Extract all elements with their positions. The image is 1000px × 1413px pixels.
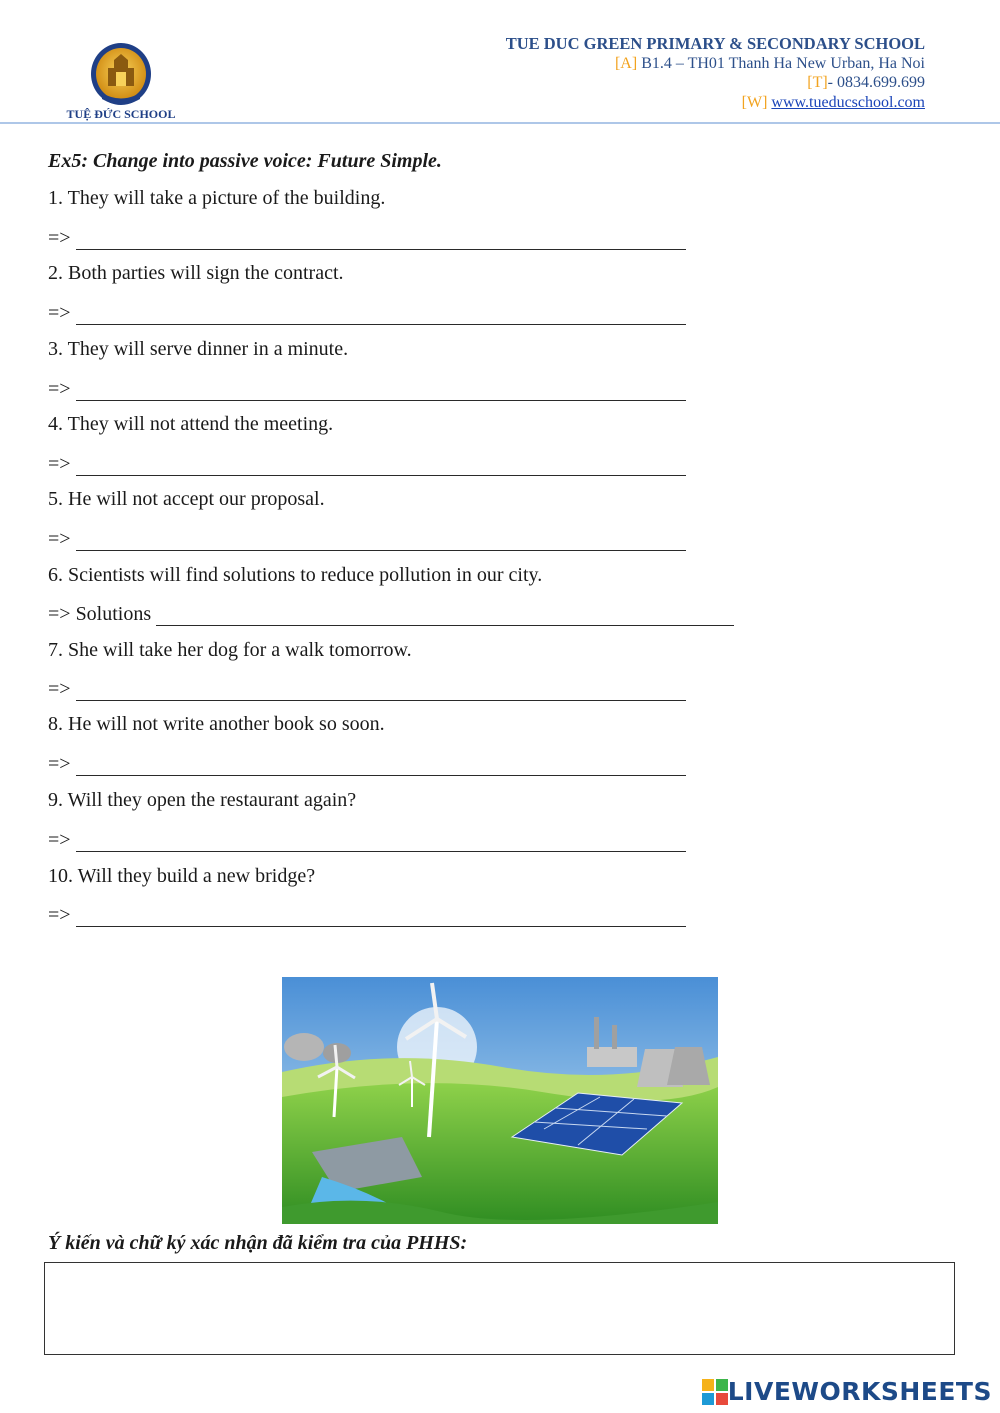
signature-box[interactable] xyxy=(44,1262,955,1355)
phone-line xyxy=(506,73,925,93)
answer-line-7[interactable] xyxy=(48,676,686,701)
arrow: => xyxy=(48,453,71,475)
web-tag: [W] xyxy=(741,93,768,111)
signature-label: Ý kiến và chữ ký xác nhận đã kiểm tra của PHHS: xyxy=(48,1232,468,1254)
question-5: 5. He will not accept our proposal. xyxy=(48,488,325,510)
arrow: => xyxy=(48,378,71,400)
school-name: TUE DUC GREEN PRIMARY & SECONDARY SCHOOL xyxy=(505,34,925,53)
address-line xyxy=(506,54,925,74)
question-2: 2. Both parties will sign the contract. xyxy=(48,262,344,284)
liveworksheets-brand: LIVEWORKSHEETS xyxy=(727,1377,992,1406)
question-8: 8. He will not write another book so soon. xyxy=(48,713,385,735)
arrow: => xyxy=(48,302,71,324)
answer-blank[interactable] xyxy=(76,827,686,852)
school-logo xyxy=(58,38,184,124)
answer-line-8[interactable] xyxy=(48,751,686,776)
exercise-title: Ex5: Change into passive voice: Future Simple. xyxy=(48,150,442,172)
answer-line-1[interactable] xyxy=(48,225,686,250)
answer-line-6[interactable] xyxy=(48,601,734,626)
answer-blank[interactable] xyxy=(76,225,686,250)
question-3: 3. They will serve dinner in a minute. xyxy=(48,338,349,360)
arrow: => xyxy=(48,829,71,851)
answer-blank[interactable] xyxy=(76,676,686,701)
question-4: 4. They will not attend the meeting. xyxy=(48,413,334,435)
liveworksheets-logo xyxy=(702,1377,992,1406)
answer-prefix: Solutions xyxy=(75,603,152,625)
arrow: => xyxy=(48,528,71,550)
liveworksheets-icon xyxy=(702,1379,728,1405)
answer-line-3[interactable] xyxy=(48,376,686,401)
arrow: => xyxy=(48,678,71,700)
address-tag: [A] xyxy=(614,54,638,72)
phone-tag: [T] xyxy=(807,74,828,91)
answer-blank[interactable] xyxy=(156,601,734,626)
header-divider xyxy=(0,122,1000,124)
answer-line-5[interactable] xyxy=(48,526,686,551)
answer-blank[interactable] xyxy=(76,751,686,776)
answer-blank[interactable] xyxy=(76,526,686,551)
answer-blank[interactable] xyxy=(76,451,686,476)
answer-line-2[interactable] xyxy=(48,300,686,325)
school-info xyxy=(506,34,925,112)
question-7: 7. She will take her dog for a walk tomorrow. xyxy=(48,639,412,661)
answer-blank[interactable] xyxy=(76,376,686,401)
question-10: 10. Will they build a new bridge? xyxy=(48,865,316,887)
arrow: => xyxy=(48,603,71,625)
answer-line-9[interactable] xyxy=(48,827,686,852)
question-6: 6. Scientists will find solutions to reduce pollution in our city. xyxy=(48,564,543,586)
question-1: 1. They will take a picture of the building. xyxy=(48,187,386,209)
website-line xyxy=(506,93,925,113)
arrow: => xyxy=(48,227,71,249)
answer-line-10[interactable] xyxy=(48,902,686,927)
website-link[interactable]: www.tueducschool.com xyxy=(771,93,925,111)
phone-text: - 0834.699.699 xyxy=(827,74,925,91)
question-9: 9. Will they open the restaurant again? xyxy=(48,789,357,811)
answer-line-4[interactable] xyxy=(48,451,686,476)
renewable-energy-illustration xyxy=(282,977,718,1224)
answer-blank[interactable] xyxy=(76,902,686,927)
arrow: => xyxy=(48,904,71,926)
arrow: => xyxy=(48,753,71,775)
answer-blank[interactable] xyxy=(76,300,686,325)
address-text: B1.4 – TH01 Thanh Ha New Urban, Ha Noi xyxy=(637,54,925,72)
logo-caption: TUỆ ĐỨC SCHOOL xyxy=(66,107,176,121)
